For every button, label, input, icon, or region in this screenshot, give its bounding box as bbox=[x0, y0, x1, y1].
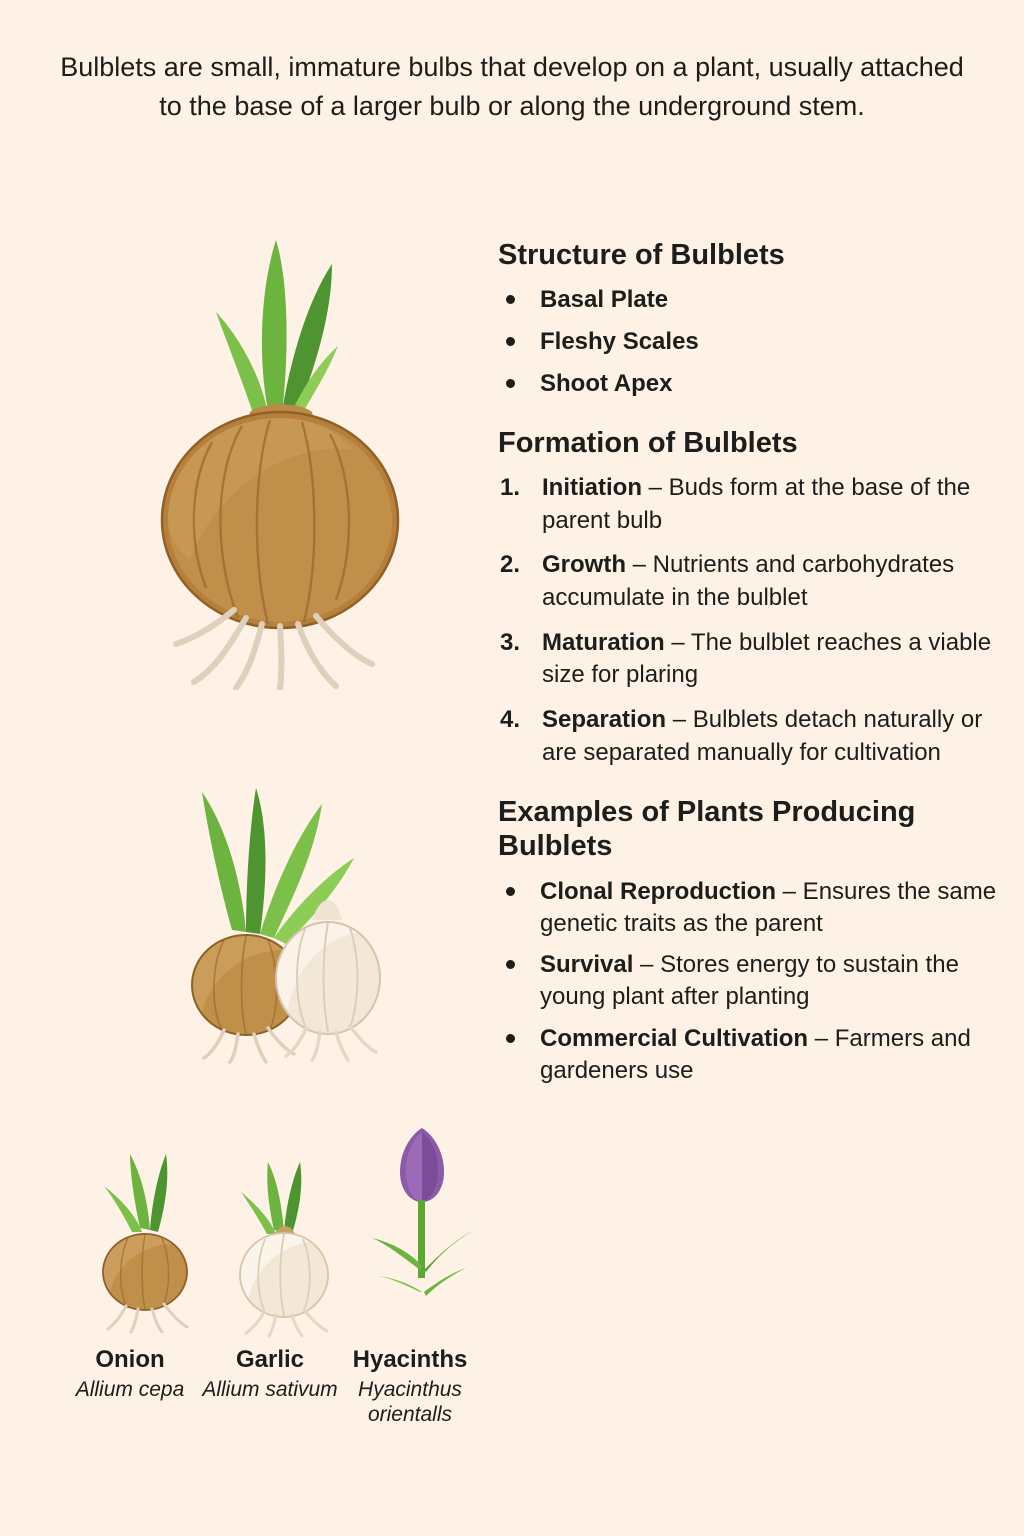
list-item-term: Maturation bbox=[542, 628, 665, 656]
bullet-dot-icon bbox=[506, 295, 515, 304]
plant-common-name: Garlic bbox=[235, 1346, 305, 1373]
list-item bbox=[498, 704, 998, 769]
list-item-term: Growth bbox=[542, 551, 626, 579]
list-item bbox=[498, 1023, 998, 1087]
onion-bulb-icon bbox=[103, 1154, 187, 1332]
plant-latin-name: Allium cepa bbox=[75, 1378, 185, 1401]
examples-list bbox=[498, 876, 998, 1087]
list-item-number: 4. bbox=[500, 705, 521, 733]
list-item-desc: – The bulblet reaches a viable size for plaring bbox=[542, 628, 992, 689]
three-plant-row-illustration bbox=[60, 1120, 480, 1350]
large-onion-bulb-illustration bbox=[150, 220, 410, 690]
list-item bbox=[498, 326, 998, 358]
list-item-term: Fleshy Scales bbox=[540, 328, 699, 356]
list-item-desc: – Buds form at the base of the parent bulb bbox=[542, 474, 971, 534]
plant-label-hyacinths bbox=[340, 1345, 480, 1427]
section-structure-of-bulblets bbox=[498, 238, 998, 400]
plant-common-name: Hyacinths bbox=[352, 1346, 468, 1373]
section-examples-of-plants bbox=[498, 795, 998, 1087]
bullet-dot-icon bbox=[506, 1034, 515, 1043]
list-item-number: 1. bbox=[500, 474, 521, 502]
leaf-shapes bbox=[216, 240, 338, 418]
bullet-dot-icon bbox=[506, 337, 515, 346]
plant-label-garlic bbox=[200, 1345, 340, 1427]
list-item-desc: – Bulblets detach naturally or are separated manually for cultivation bbox=[542, 705, 983, 766]
list-item-number: 3. bbox=[500, 628, 521, 656]
onion-and-garlic-pair-illustration bbox=[150, 780, 400, 1070]
list-item-term: Initiation bbox=[542, 474, 642, 502]
list-item-desc: – Ensures the same genetic traits as the parent bbox=[540, 877, 997, 937]
list-item bbox=[498, 549, 998, 614]
list-item-number: 2. bbox=[500, 551, 521, 579]
hyacinth-flower-icon bbox=[372, 1128, 474, 1296]
list-item bbox=[498, 627, 998, 692]
plant-latin-name: Allium sativum bbox=[202, 1378, 338, 1401]
garlic-bulb-icon bbox=[240, 1162, 328, 1336]
plant-common-name: Onion bbox=[95, 1346, 165, 1373]
list-item-desc: – Farmers and gardeners use bbox=[540, 1025, 971, 1085]
list-item bbox=[498, 472, 998, 537]
bullet-dot-icon bbox=[506, 379, 515, 388]
list-item bbox=[498, 284, 998, 316]
list-item bbox=[498, 949, 998, 1013]
structure-list bbox=[498, 284, 998, 400]
leaf-shapes bbox=[202, 788, 354, 944]
plant-label-onion bbox=[60, 1345, 200, 1427]
section-formation-of-bulblets bbox=[498, 426, 998, 769]
section-title: Structure of Bulblets bbox=[498, 239, 785, 271]
list-item-term: Basal Plate bbox=[540, 286, 669, 314]
intro-paragraph: Bulblets are small, immature bulbs that develop on a plant, usually attached to the base of a larger bulb or along the underground stem. bbox=[60, 52, 964, 122]
bullet-dot-icon bbox=[506, 960, 515, 969]
list-item-term: Separation bbox=[542, 705, 667, 733]
section-title: Formation of Bulblets bbox=[498, 426, 798, 459]
list-item-term: Clonal Reproduction bbox=[540, 877, 776, 905]
text-column bbox=[498, 238, 998, 1097]
bullet-dot-icon bbox=[506, 887, 515, 896]
section-title: Examples of Plants Producing Bulblets bbox=[498, 796, 916, 863]
list-item bbox=[498, 876, 998, 940]
list-item-desc: – Nutrients and carbohydrates accumulate in the bulblet bbox=[542, 551, 955, 612]
plant-labels bbox=[60, 1345, 480, 1427]
list-item-term: Shoot Apex bbox=[540, 370, 673, 398]
list-item-term: Commercial Cultivation bbox=[540, 1025, 809, 1053]
list-item-desc: – Stores energy to sustain the young plant after planting bbox=[540, 951, 959, 1011]
plant-latin-name: Hyacinthus orientalls bbox=[358, 1378, 462, 1427]
illustration-column bbox=[40, 220, 480, 1510]
list-item-term: Survival bbox=[540, 951, 634, 979]
formation-list bbox=[498, 472, 998, 769]
list-item bbox=[498, 368, 998, 400]
